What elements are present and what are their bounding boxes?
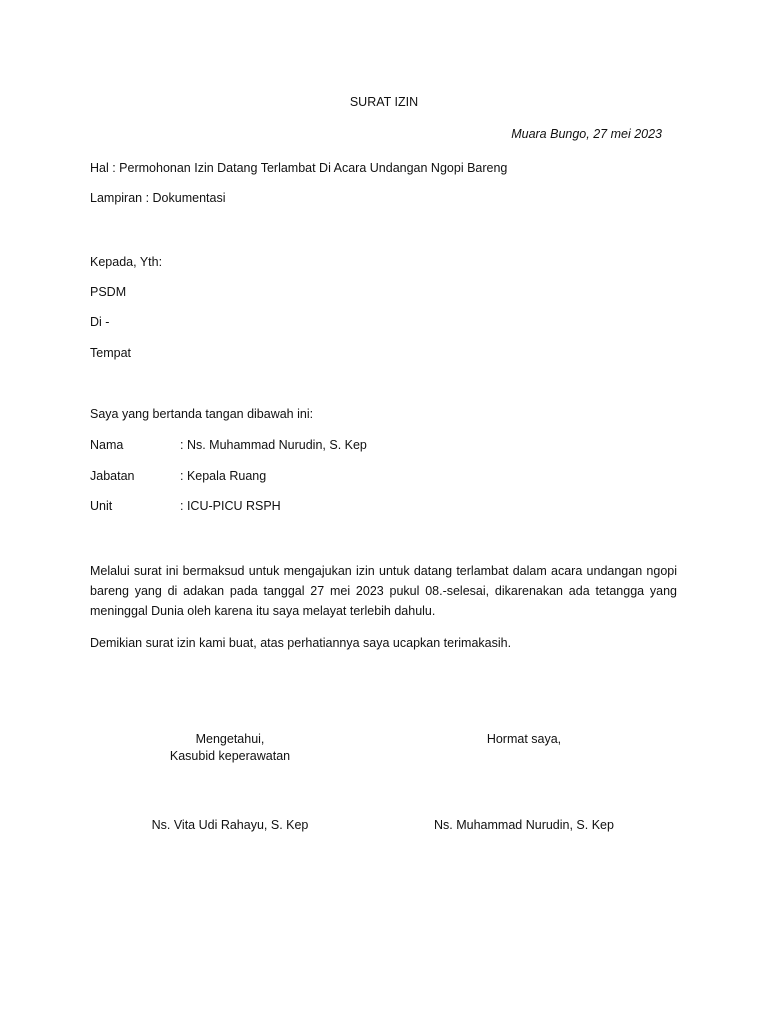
letter-date: Muara Bungo, 27 mei 2023 <box>511 127 662 141</box>
intro-text: Saya yang bertanda tangan dibawah ini: <box>90 407 314 421</box>
signature-left-line1: Mengetahui, <box>195 732 265 746</box>
signature-right-name: Ns. Muhammad Nurudin, S. Kep <box>434 818 614 832</box>
signature-right-header <box>424 731 624 748</box>
identity-row-name <box>90 438 367 452</box>
body-paragraph: Melalui surat ini bermaksud untuk mengajukan izin untuk datang terlambat dalam acara undangan ngopi bareng yang di adakan pada tanggal 27 mei 2023 pukul 08.-selesai, dikarenakan ada tetangga yang meninggal Dunia oleh karena itu saya melayat terlebih dahulu. <box>90 564 677 618</box>
recipient-org: PSDM <box>90 285 127 299</box>
identity-value: : Ns. Muhammad Nurudin, S. Kep <box>180 438 367 452</box>
letter-subject: Hal : Permohonan Izin Datang Terlambat Di Acara Undangan Ngopi Bareng <box>90 161 508 175</box>
identity-row-position <box>90 469 266 483</box>
signature-left-line2: Kasubid keperawatan <box>169 749 291 763</box>
identity-value: : ICU-PICU RSPH <box>180 499 281 513</box>
closing-text: Demikian surat izin kami buat, atas perhatiannya saya ucapkan terimakasih. <box>90 636 512 650</box>
identity-label: Nama <box>90 438 124 452</box>
identity-value: : Kepala Ruang <box>180 469 267 483</box>
identity-label: Jabatan <box>90 469 135 483</box>
recipient-di: Di - <box>90 315 110 329</box>
signature-left-header <box>130 731 330 765</box>
letter-attachment: Lampiran : Dokumentasi <box>90 191 226 205</box>
letter-title: SURAT IZIN <box>349 95 419 109</box>
identity-row-unit <box>90 499 281 513</box>
identity-label: Unit <box>90 499 113 513</box>
signature-right-line1: Hormat saya, <box>486 732 562 746</box>
recipient-place: Tempat <box>90 346 131 360</box>
recipient-salutation: Kepada, Yth: <box>90 255 163 269</box>
signature-left-name: Ns. Vita Udi Rahayu, S. Kep <box>151 818 309 832</box>
